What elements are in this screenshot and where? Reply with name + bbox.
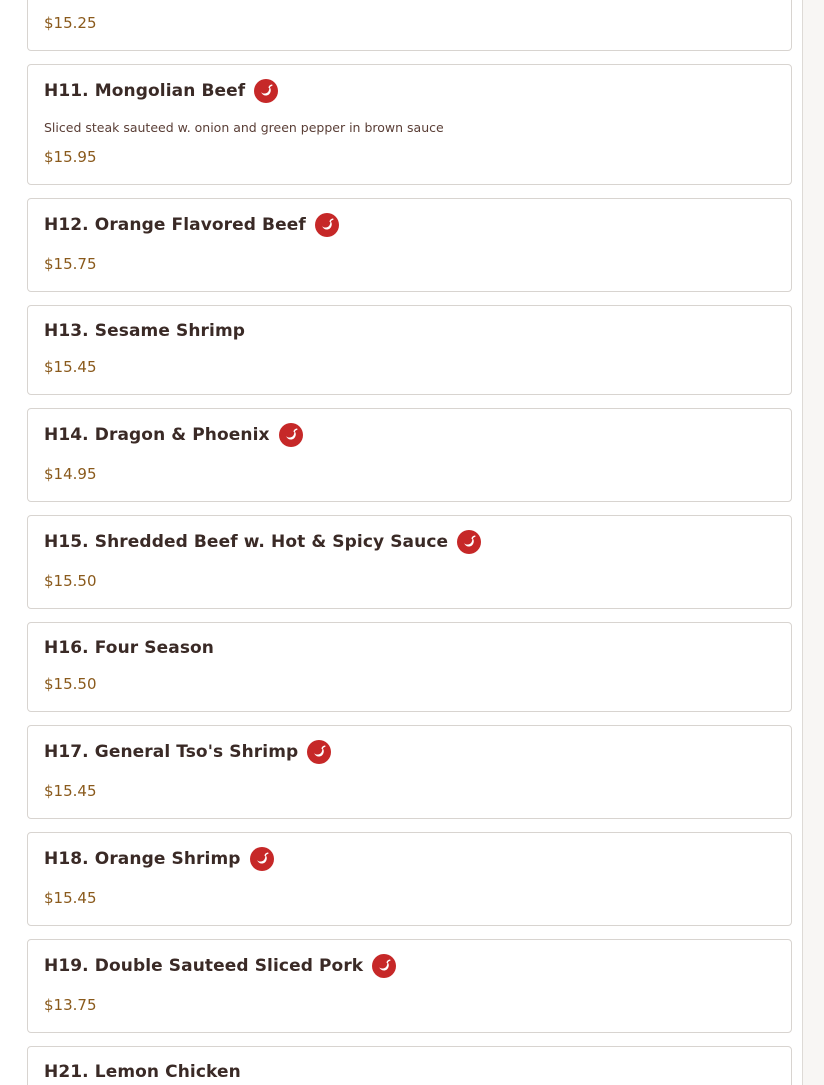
menu-item-name: H15. Shredded Beef w. Hot & Spicy Sauce <box>44 532 449 552</box>
menu-item-card[interactable] <box>27 1046 792 1085</box>
chili-pepper-icon <box>307 740 331 764</box>
chili-pepper-icon <box>315 213 339 237</box>
menu-item-card[interactable] <box>27 305 792 395</box>
menu-item-name: H18. Orange Shrimp <box>44 849 241 869</box>
menu-item-card[interactable] <box>27 622 792 712</box>
chili-pepper-icon <box>372 954 396 978</box>
menu-item-title-row <box>44 740 331 764</box>
chili-pepper-icon <box>254 79 278 103</box>
menu-item-card[interactable] <box>27 939 792 1033</box>
menu-item-title-row <box>44 847 274 871</box>
menu-item-title-row <box>44 79 278 103</box>
menu-item-name: H11. Mongolian Beef <box>44 81 246 101</box>
page-scrollbar[interactable] <box>808 0 824 1085</box>
menu-item-card[interactable] <box>27 725 792 819</box>
menu-item-card[interactable] <box>27 408 792 502</box>
menu-item-name: H16. Four Season <box>44 638 215 658</box>
menu-item-title-row <box>44 423 303 447</box>
menu-item-price: $15.45 <box>44 889 97 907</box>
menu-item-title-row <box>44 954 396 978</box>
menu-item-price: $15.50 <box>44 572 97 590</box>
chili-pepper-icon <box>279 423 303 447</box>
menu-item-card[interactable] <box>27 198 792 292</box>
menu-item-price: $15.50 <box>44 675 97 693</box>
menu-item-name: H21. Lemon Chicken <box>44 1062 241 1082</box>
menu-item-name: H14. Dragon & Phoenix <box>44 425 270 445</box>
menu-item-name: H12. Orange Flavored Beef <box>44 215 306 235</box>
menu-item-price: $13.75 <box>44 996 97 1014</box>
menu-item-card[interactable] <box>27 515 792 609</box>
menu-item-title-row <box>44 1062 241 1082</box>
menu-item-card[interactable] <box>27 64 792 185</box>
menu-item-price: $15.45 <box>44 782 97 800</box>
menu-item-name: H17. General Tso's Shrimp <box>44 742 299 762</box>
menu-item-title-row <box>44 530 481 554</box>
chili-pepper-icon <box>250 847 274 871</box>
chili-pepper-icon <box>457 530 481 554</box>
menu-item-title-row <box>44 213 339 237</box>
menu-item-name: H19. Double Sauteed Sliced Pork <box>44 956 364 976</box>
menu-item-title-row <box>44 321 245 341</box>
menu-item-price: $15.25 <box>44 14 97 32</box>
menu-item-card[interactable] <box>27 0 792 51</box>
menu-item-name: H13. Sesame Shrimp <box>44 321 246 341</box>
menu-item-price: $15.95 <box>44 148 97 166</box>
menu-item-price: $15.75 <box>44 255 97 273</box>
menu-item-card[interactable] <box>27 832 792 926</box>
menu-item-title-row <box>44 638 214 658</box>
menu-item-price: $14.95 <box>44 465 97 483</box>
menu-item-description: Sliced steak sauteed w. onion and green pepper in brown sauce <box>44 120 444 135</box>
menu-item-price: $15.45 <box>44 358 97 376</box>
